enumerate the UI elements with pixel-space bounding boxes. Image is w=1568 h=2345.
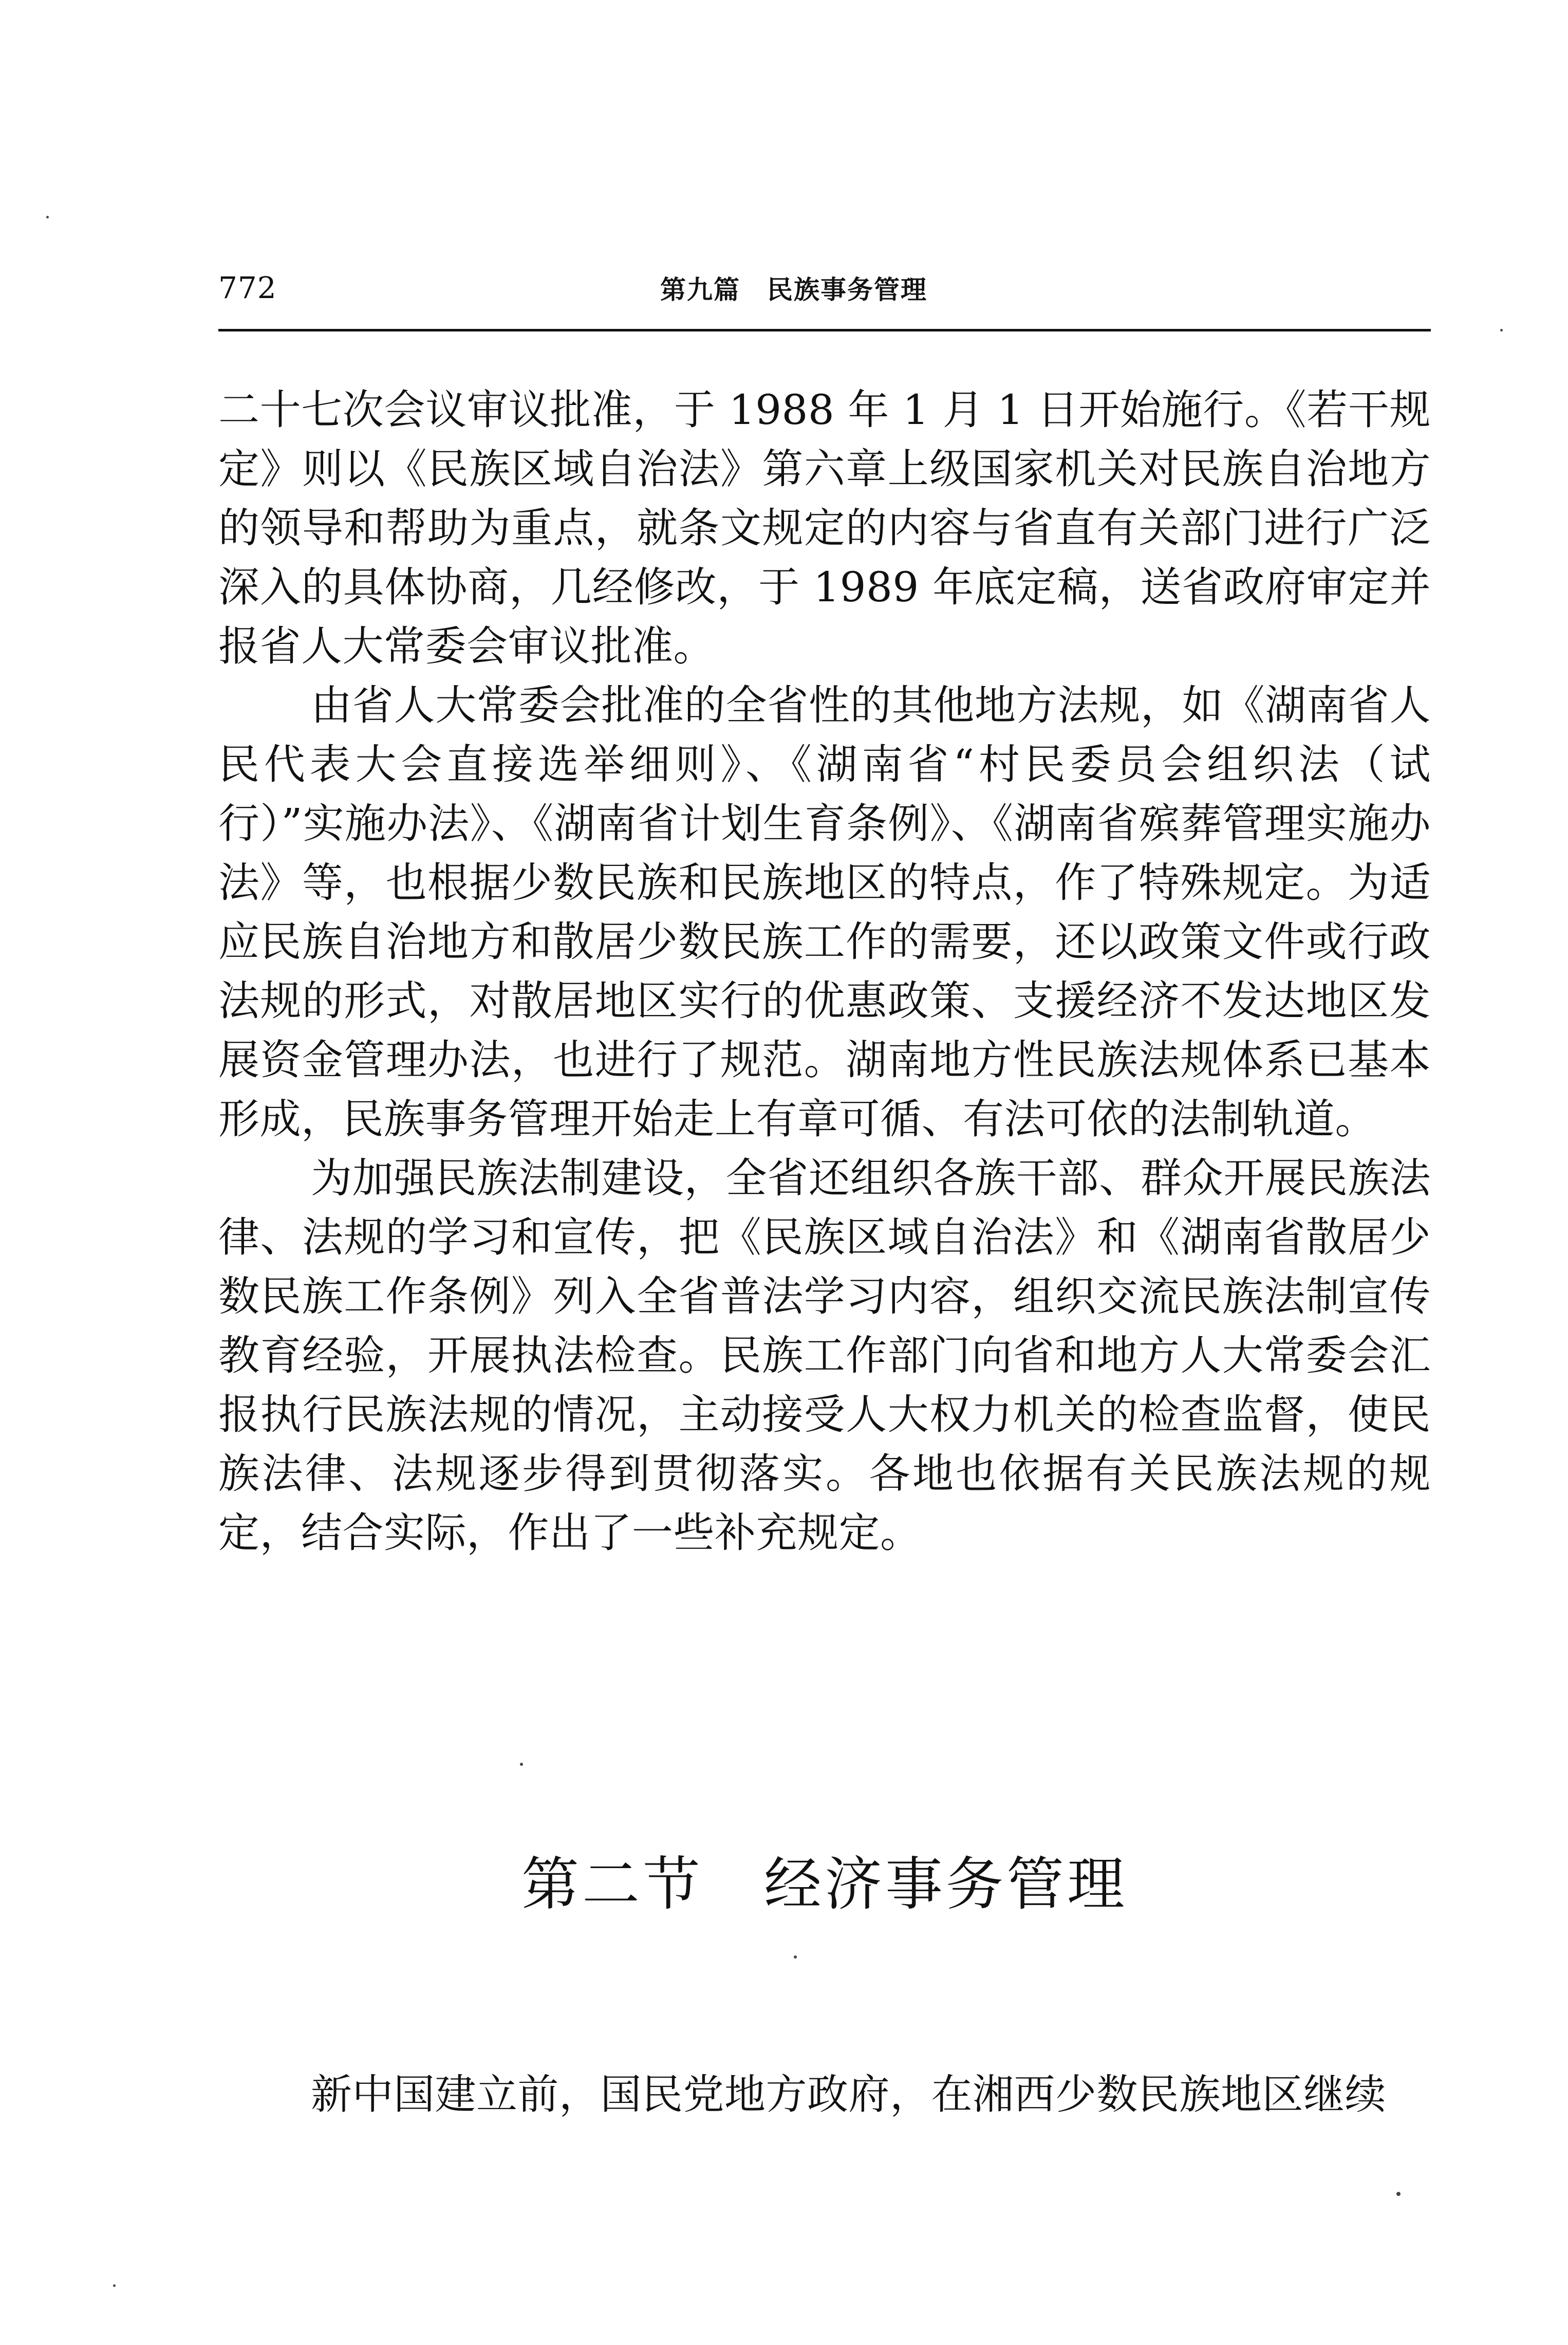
paragraph: 为加强民族法制建设，全省还组织各族干部、群众开展民族法律、法规的学习和宣传，把《民族区域自治法》和《湖南省散居少数民族工作条例》列入全省普法学习内容，组织交流民族法制宣传教育经验，开展执法检查。民族工作部门向省和地方人大常委会汇报执行民族法规的情况，主动接受人大权力机关的检查监督，使民族法律、法规逐步得到贯彻落实。各地也依据有关民族法规的规定，结合实际，作出了一些补充规定。 [218, 1154, 1431, 1557]
paragraph: 由省人大常委会批准的全省性的其他地方法规，如《湖南省人民代表大会直接选举细则》、《湖南省“村民委员会组织法（试行）”实施办法》、《湖南省计划生育条例》、《湖南省殡葬管理实施办法》等，也根据少数民族和民族地区的特点，作了特殊规定。为适应民族自治地方和散居少数民族工作的需要，还以政策文件或行政法规的形式，对散居地区实行的优惠政策、支援经济不发达地区发展资金管理办法，也进行了规范。湖南地方性民族法规体系已基本形成，民族事务管理开始走上有章可循、有法可依的法制轨道。 [218, 681, 1431, 1143]
body-text [218, 380, 1431, 1562]
scan-speck [1500, 329, 1503, 331]
paragraph-continued: 二十七次会议审议批准，于 1988 年 1 月 1 日开始施行。《若干规定》则以《民族区域自治法》第六章上级国家机关对民族自治地方的领导和帮助为重点，就条文规定的内容与省直有关部门进行广泛深入的具体协商，几经修改，于 1989 年底定稿，送省政府审定并报省人大常委会审议批准。 [218, 386, 1431, 670]
scan-speck [794, 1955, 797, 1959]
running-title: 第九篇 民族事务管理 [660, 274, 927, 305]
header-rule [218, 329, 1431, 331]
scan-speck [1396, 2192, 1401, 2196]
section-heading: 第二节 经济事务管理 [521, 1851, 1128, 1918]
running-header [218, 260, 1431, 316]
scan-speck [113, 2284, 116, 2287]
scan-speck [520, 1763, 523, 1766]
section-first-paragraph: 新中国建立前，国民党地方政府，在湘西少数民族地区继续 [311, 2071, 1386, 2118]
page-number: 772 [218, 270, 277, 305]
scan-speck [46, 216, 49, 218]
